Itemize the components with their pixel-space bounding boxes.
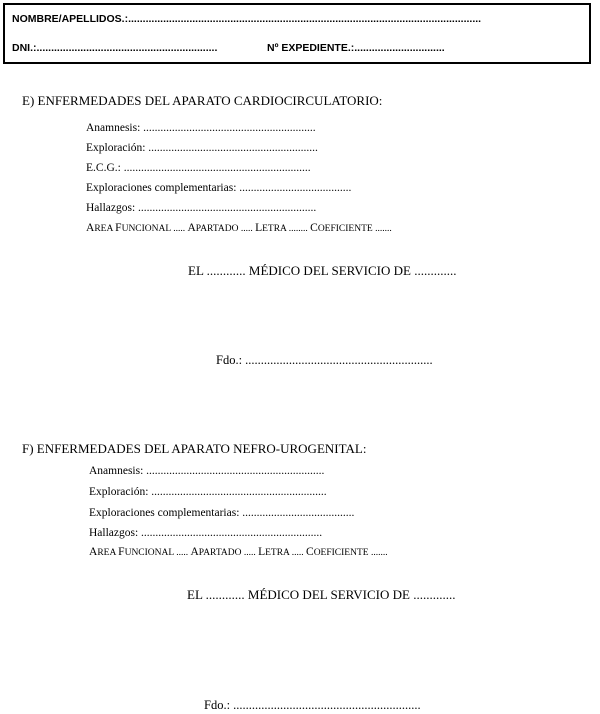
nombre-apellidos-field[interactable]: NOMBRE/APELLIDOS.:......................................................................................................................... — [12, 13, 482, 25]
area-rest: REA — [94, 224, 116, 234]
coeficiente-rest: OEFICIENTE — [313, 548, 369, 558]
coeficiente-dots: ....... — [368, 548, 388, 558]
dni-field[interactable]: DNI.:.............................................................. — [12, 42, 218, 54]
section-f-exploraciones-complementarias[interactable]: Exploraciones complementarias: ....................................... — [89, 507, 355, 519]
section-e-exploracion[interactable]: Exploración: ........................................................... — [86, 142, 318, 154]
section-f-firma[interactable]: Fdo.: ............................................................ — [204, 698, 421, 712]
funcional-rest: UNCIONAL — [121, 224, 171, 234]
section-f-title: F) ENFERMEDADES DEL APARATO NEFRO-UROGENITAL: — [22, 441, 367, 456]
apartado-dots: ..... — [238, 224, 256, 234]
letra-dots: ..... — [289, 548, 307, 558]
apartado-cap: A — [187, 222, 196, 234]
apartado-dots: ..... — [241, 548, 259, 558]
letra-dots: ........ — [286, 224, 311, 234]
area-cap: A — [89, 546, 98, 558]
section-e-firma[interactable]: Fdo.: ............................................................ — [216, 353, 433, 367]
letra-cap: L — [255, 222, 263, 234]
coeficiente-cap: C — [306, 546, 314, 558]
expediente-field[interactable]: Nº EXPEDIENTE.:............................... — [267, 42, 445, 54]
area-cap: A — [86, 222, 95, 234]
area-funcional-dots: ..... — [170, 224, 188, 234]
section-e-exploraciones-complementarias[interactable]: Exploraciones complementarias: ....................................... — [86, 182, 352, 194]
letra-rest: ETRA — [265, 548, 290, 558]
section-f-hallazgos[interactable]: Hallazgos: ............................................................... — [89, 527, 323, 539]
section-e-title: E) ENFERMEDADES DEL APARATO CARDIOCIRCULATORIO: — [22, 93, 383, 108]
apartado-cap: A — [190, 546, 199, 558]
section-e-area-line[interactable] — [86, 222, 392, 234]
section-f-medico-servicio[interactable]: EL ............ MÉDICO DEL SERVICIO DE ............. — [187, 587, 456, 602]
section-f-area-line[interactable] — [89, 546, 388, 558]
section-e-medico-servicio[interactable]: EL ............ MÉDICO DEL SERVICIO DE ............. — [188, 263, 457, 278]
coeficiente-cap: C — [310, 222, 318, 234]
area-rest: REA — [97, 548, 119, 558]
funcional-rest: UNCIONAL — [124, 548, 174, 558]
funcional-cap: F — [115, 222, 122, 234]
patient-header-box — [3, 3, 591, 64]
area-funcional-dots: ..... — [173, 548, 191, 558]
coeficiente-dots: ....... — [372, 224, 392, 234]
section-e-ecg[interactable]: E.C.G.: ................................................................. — [86, 162, 311, 174]
section-e-anamnesis[interactable]: Anamnesis: ............................................................ — [86, 122, 316, 134]
section-e-hallazgos[interactable]: Hallazgos: .............................................................. — [86, 202, 317, 214]
apartado-rest: PARTADO — [195, 224, 239, 234]
coeficiente-rest: OEFICIENTE — [317, 224, 373, 234]
section-f-anamnesis[interactable]: Anamnesis: .............................................................. — [89, 465, 325, 477]
apartado-rest: PARTADO — [198, 548, 242, 558]
letra-cap: L — [258, 546, 266, 558]
letra-rest: ETRA — [262, 224, 287, 234]
section-f-exploracion[interactable]: Exploración: ............................................................. — [89, 486, 327, 498]
funcional-cap: F — [118, 546, 125, 558]
